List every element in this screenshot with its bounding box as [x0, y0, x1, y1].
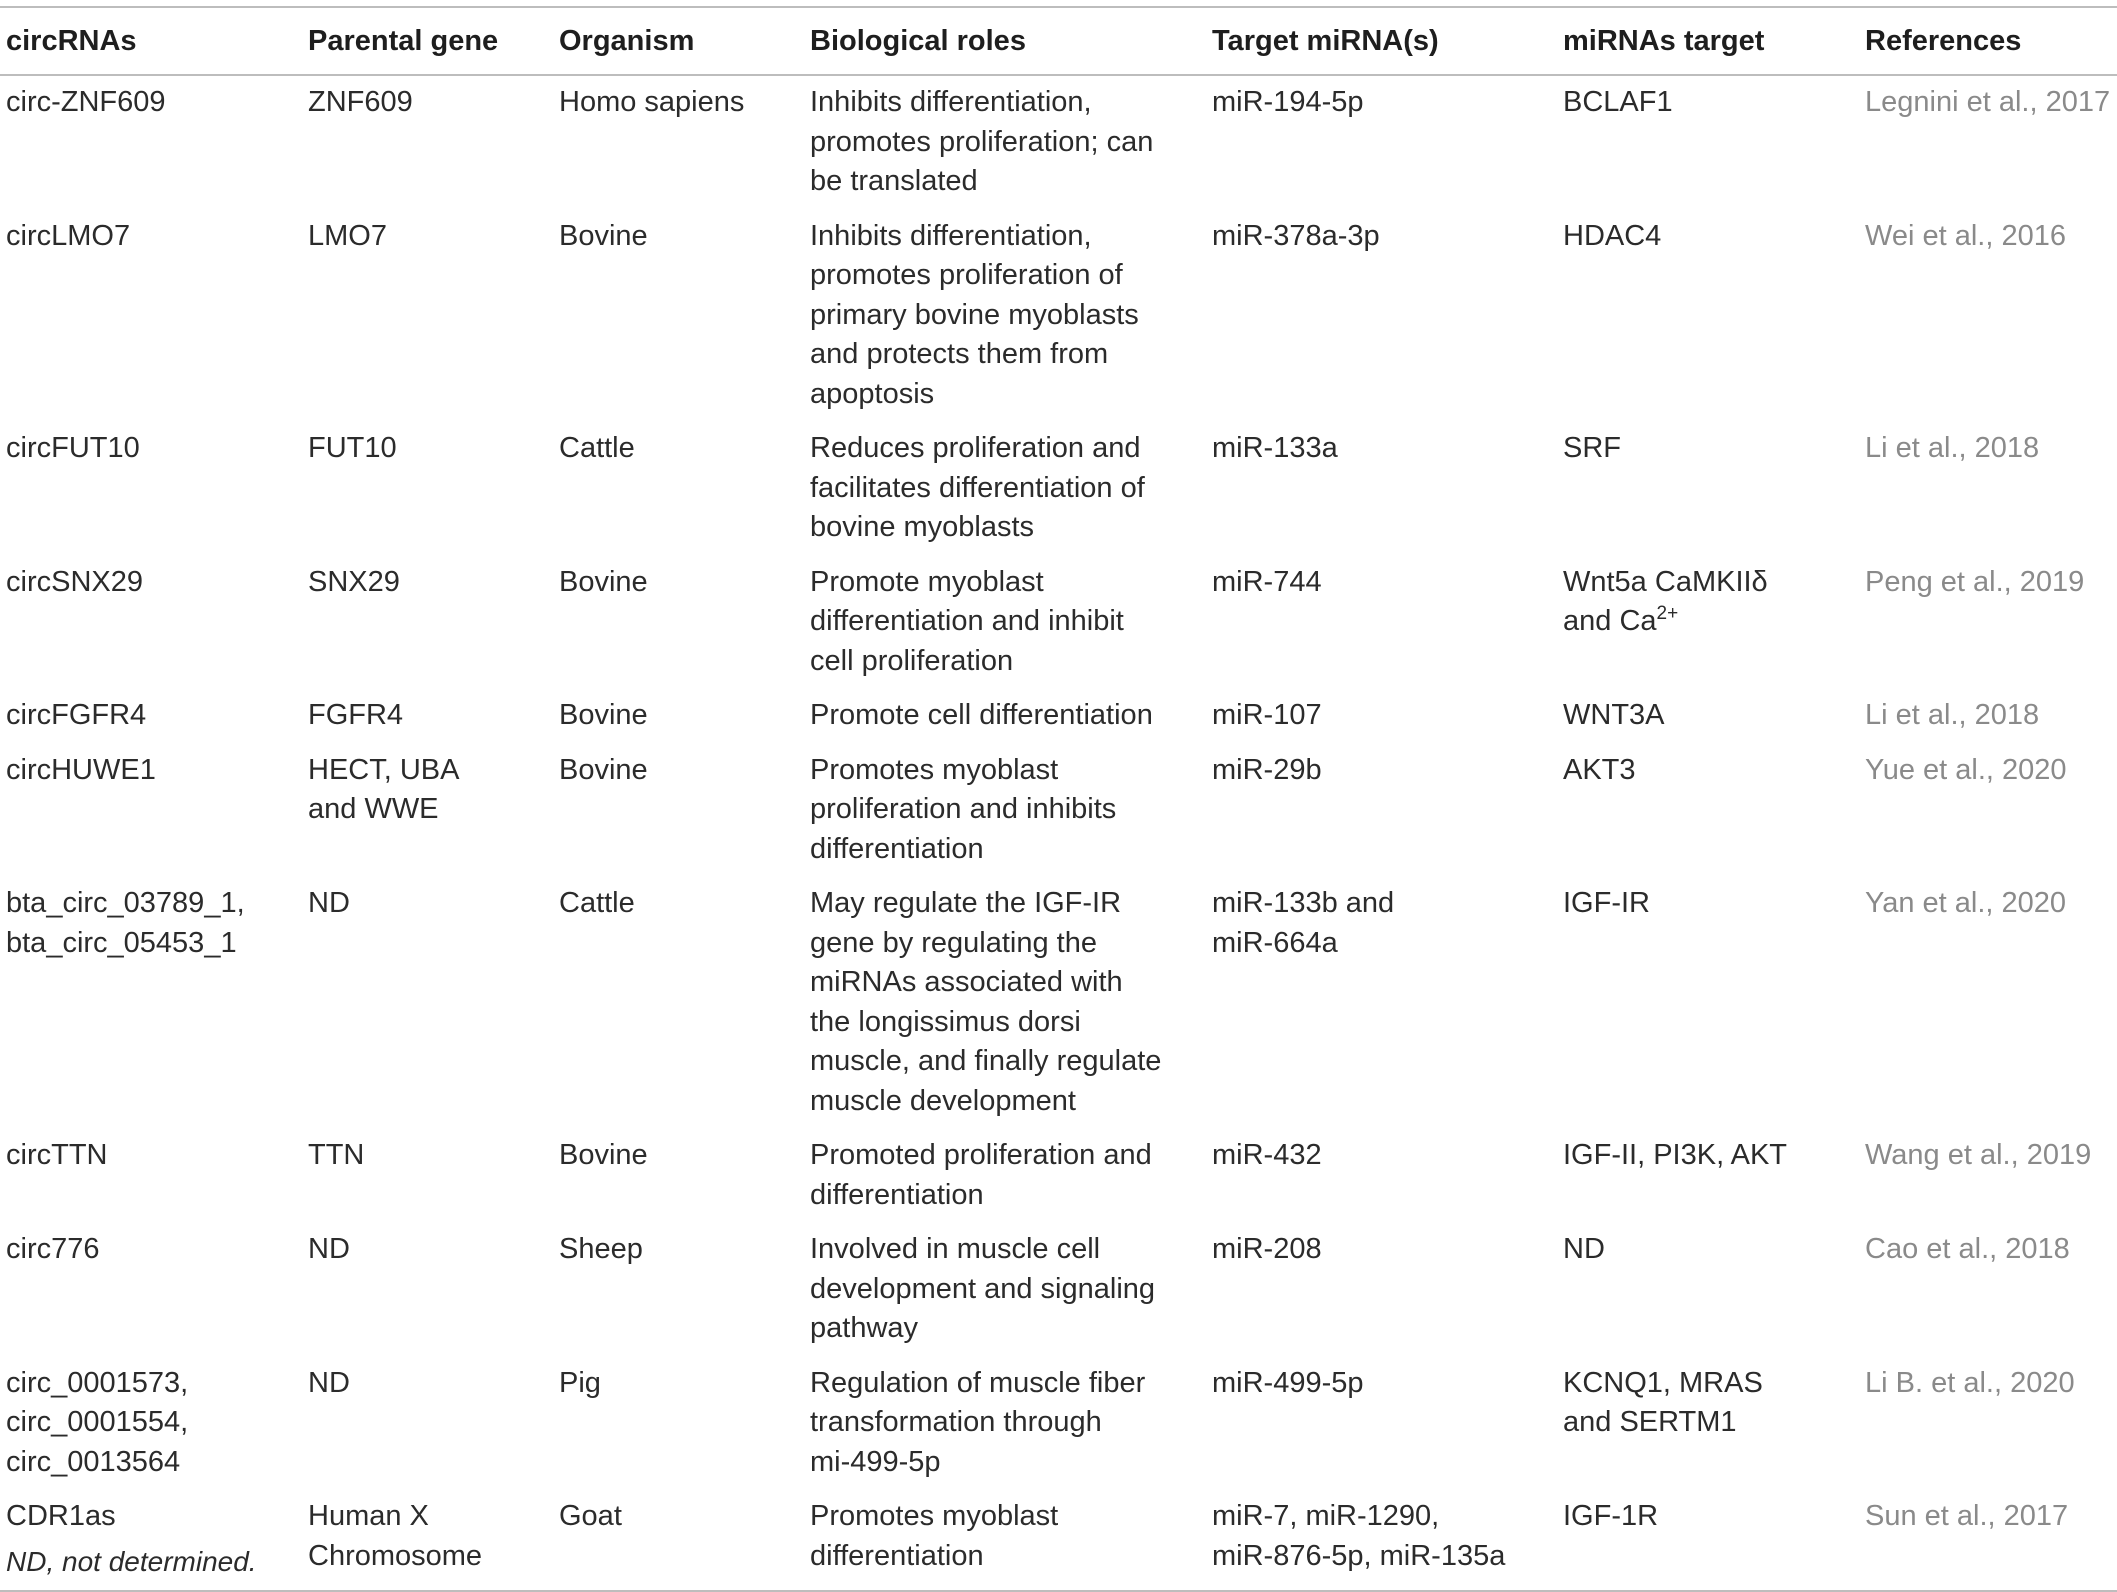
cell-circrna: circ-ZNF609 — [6, 86, 166, 118]
cell-biological-roles: Promoted proliferation and differentiation — [810, 1139, 1152, 1211]
cell-parental-gene: FGFR4 — [308, 699, 404, 731]
cell-reference-link[interactable]: Cao et al., 2018 — [1865, 1233, 2070, 1265]
cell-reference-link[interactable]: Sun et al., 2017 — [1859, 1490, 2117, 1591]
cell-reference-link[interactable]: Legnini et al., 2017 — [1865, 86, 2111, 118]
cell-mirna-target: HDAC4 — [1563, 219, 1662, 252]
table-row — [0, 556, 2117, 690]
cell-organism: Bovine — [559, 699, 648, 731]
cell-target-mirna: miR-744 — [1212, 565, 1322, 598]
cell-reference-link[interactable]: Li et al., 2018 — [1865, 699, 2040, 731]
cell-reference-link[interactable]: Yue et al., 2020 — [1865, 753, 2067, 786]
header-biological-roles: Biological roles — [804, 7, 1206, 75]
cell-organism: Bovine — [559, 219, 648, 252]
cell-organism: Bovine — [559, 753, 648, 786]
cell-parental-gene: LMO7 — [308, 219, 387, 252]
cell-reference-link[interactable]: Li B. et al., 2020 — [1865, 1366, 2075, 1399]
table-row — [0, 1223, 2117, 1357]
cell-circrna: circTTN — [6, 1139, 108, 1171]
cell-parental-gene: SNX29 — [308, 565, 400, 598]
cell-reference-link[interactable]: Wei et al., 2016 — [1865, 219, 2066, 252]
cell-mirna-target: SRF — [1563, 432, 1621, 464]
cell-organism: Homo sapiens — [559, 86, 745, 118]
cell-organism: Cattle — [559, 887, 635, 919]
cell-parental-gene: ZNF609 — [308, 86, 413, 118]
cell-mirna-target: IGF-IR — [1563, 887, 1650, 919]
header-target-mirnas: Target miRNA(s) — [1206, 7, 1557, 75]
cell-mirna-target: WNT3A — [1563, 699, 1665, 731]
cell-biological-roles: Promote myoblast differentiation and inhibit cell proliferation — [810, 565, 1124, 677]
cell-organism: Bovine — [559, 565, 648, 598]
table-row — [0, 1357, 2117, 1491]
cell-biological-roles: Promotes myoblast proliferation and inhibits differentiation — [810, 753, 1117, 865]
cell-biological-roles: Inhibits differentiation, promotes proliferation of primary bovine myoblasts and protects them from apoptosis — [810, 219, 1139, 410]
cell-organism: Sheep — [559, 1233, 643, 1265]
cell-target-mirna: miR-107 — [1212, 699, 1322, 731]
cell-target-mirna: miR-499-5p — [1212, 1366, 1364, 1399]
cell-biological-roles: Promotes myoblast differentiation — [804, 1490, 1206, 1591]
cell-parental-gene: ND — [308, 887, 350, 919]
table-row — [0, 744, 2117, 878]
cell-target-mirna: miR-432 — [1212, 1139, 1322, 1171]
calcium-charge-superscript: 2+ — [1656, 603, 1679, 624]
cell-parental-gene: ND — [308, 1233, 350, 1265]
cell-mirna-target: KCNQ1, MRAS and SERTM1 — [1563, 1366, 1763, 1438]
header-circrnas: circRNAs — [0, 7, 302, 75]
cell-circrna: bta_circ_03789_1, bta_circ_05453_1 — [6, 887, 245, 959]
mirna-target-text: Wnt5a CaMKIIδ and Ca — [1563, 565, 1768, 637]
cell-biological-roles: Involved in muscle cell development and signaling pathway — [810, 1233, 1156, 1344]
cell-circrna: circSNX29 — [6, 565, 143, 598]
table-row — [0, 210, 2117, 423]
cell-parental-gene: Human X Chromosome — [302, 1490, 553, 1591]
cell-circrna: circHUWE1 — [6, 753, 156, 786]
cell-mirna-target: ND — [1563, 1233, 1605, 1265]
cell-organism: Goat — [553, 1490, 804, 1591]
cell-target-mirna: miR-29b — [1212, 753, 1322, 786]
cell-circrna: CDR1as — [0, 1490, 302, 1591]
cell-circrna: circ776 — [6, 1233, 100, 1265]
cell-mirna-target: AKT3 — [1563, 753, 1636, 786]
cell-target-mirna: miR-133a — [1212, 432, 1338, 464]
cell-mirna-target: IGF-1R — [1557, 1490, 1859, 1591]
cell-biological-roles: Promote cell differentiation — [810, 699, 1153, 731]
cell-mirna-target: BCLAF1 — [1563, 86, 1673, 118]
header-row — [0, 7, 2117, 75]
table-row — [0, 422, 2117, 556]
cell-organism: Cattle — [559, 432, 635, 464]
cell-reference-link[interactable]: Peng et al., 2019 — [1865, 565, 2085, 598]
cell-circrna: circLMO7 — [6, 219, 131, 252]
cell-mirna-target — [1557, 556, 1859, 690]
table-footnote: ND, not determined. — [6, 1546, 257, 1577]
cell-biological-roles: Inhibits differentiation, promotes proliferation; can be translated — [810, 86, 1154, 197]
cell-circrna: circFUT10 — [6, 432, 140, 464]
table-header — [0, 7, 2117, 75]
table-body — [0, 75, 2117, 1591]
header-organism: Organism — [553, 7, 804, 75]
cell-parental-gene: HECT, UBA and WWE — [308, 753, 460, 825]
cell-mirna-target: IGF-II, PI3K, AKT — [1563, 1139, 1787, 1171]
cell-organism: Bovine — [559, 1139, 648, 1171]
cell-target-mirna: miR-7, miR-1290, miR-876-5p, miR-135a — [1206, 1490, 1557, 1591]
cell-biological-roles: Reduces proliferation and facilitates differentiation of bovine myoblasts — [810, 432, 1145, 543]
cell-target-mirna: miR-208 — [1212, 1233, 1322, 1265]
cell-organism: Pig — [559, 1366, 601, 1399]
cell-target-mirna: miR-194-5p — [1212, 86, 1364, 118]
table-row — [0, 1129, 2117, 1223]
table-row — [0, 877, 2117, 1129]
header-mirnas-target: miRNAs target — [1557, 7, 1859, 75]
cell-circrna: circFGFR4 — [6, 699, 147, 731]
table-row — [0, 689, 2117, 744]
circrna-table — [0, 6, 2117, 1592]
cell-target-mirna: miR-378a-3p — [1212, 219, 1380, 252]
table-row — [0, 75, 2117, 210]
cell-target-mirna: miR-133b and miR-664a — [1212, 887, 1395, 959]
cell-reference-link[interactable]: Wang et al., 2019 — [1865, 1139, 2092, 1171]
cell-parental-gene: FUT10 — [308, 432, 397, 464]
header-references: References — [1859, 7, 2117, 75]
cell-circrna: circ_0001573, circ_0001554, circ_0013564 — [6, 1366, 189, 1478]
table-container — [0, 6, 2117, 1592]
header-parental-gene: Parental gene — [302, 7, 553, 75]
cell-reference-link[interactable]: Yan et al., 2020 — [1865, 887, 2067, 919]
cell-parental-gene: TTN — [308, 1139, 365, 1171]
cell-biological-roles: May regulate the IGF-IR gene by regulating the miRNAs associated with the longissimus dorsi muscle, and finally regulate muscle development — [810, 887, 1162, 1117]
cell-reference-link[interactable]: Li et al., 2018 — [1865, 432, 2040, 464]
table-row — [0, 1490, 2117, 1591]
cell-biological-roles: Regulation of muscle fiber transformation through mi-499-5p — [810, 1366, 1146, 1478]
cell-parental-gene: ND — [308, 1366, 350, 1399]
